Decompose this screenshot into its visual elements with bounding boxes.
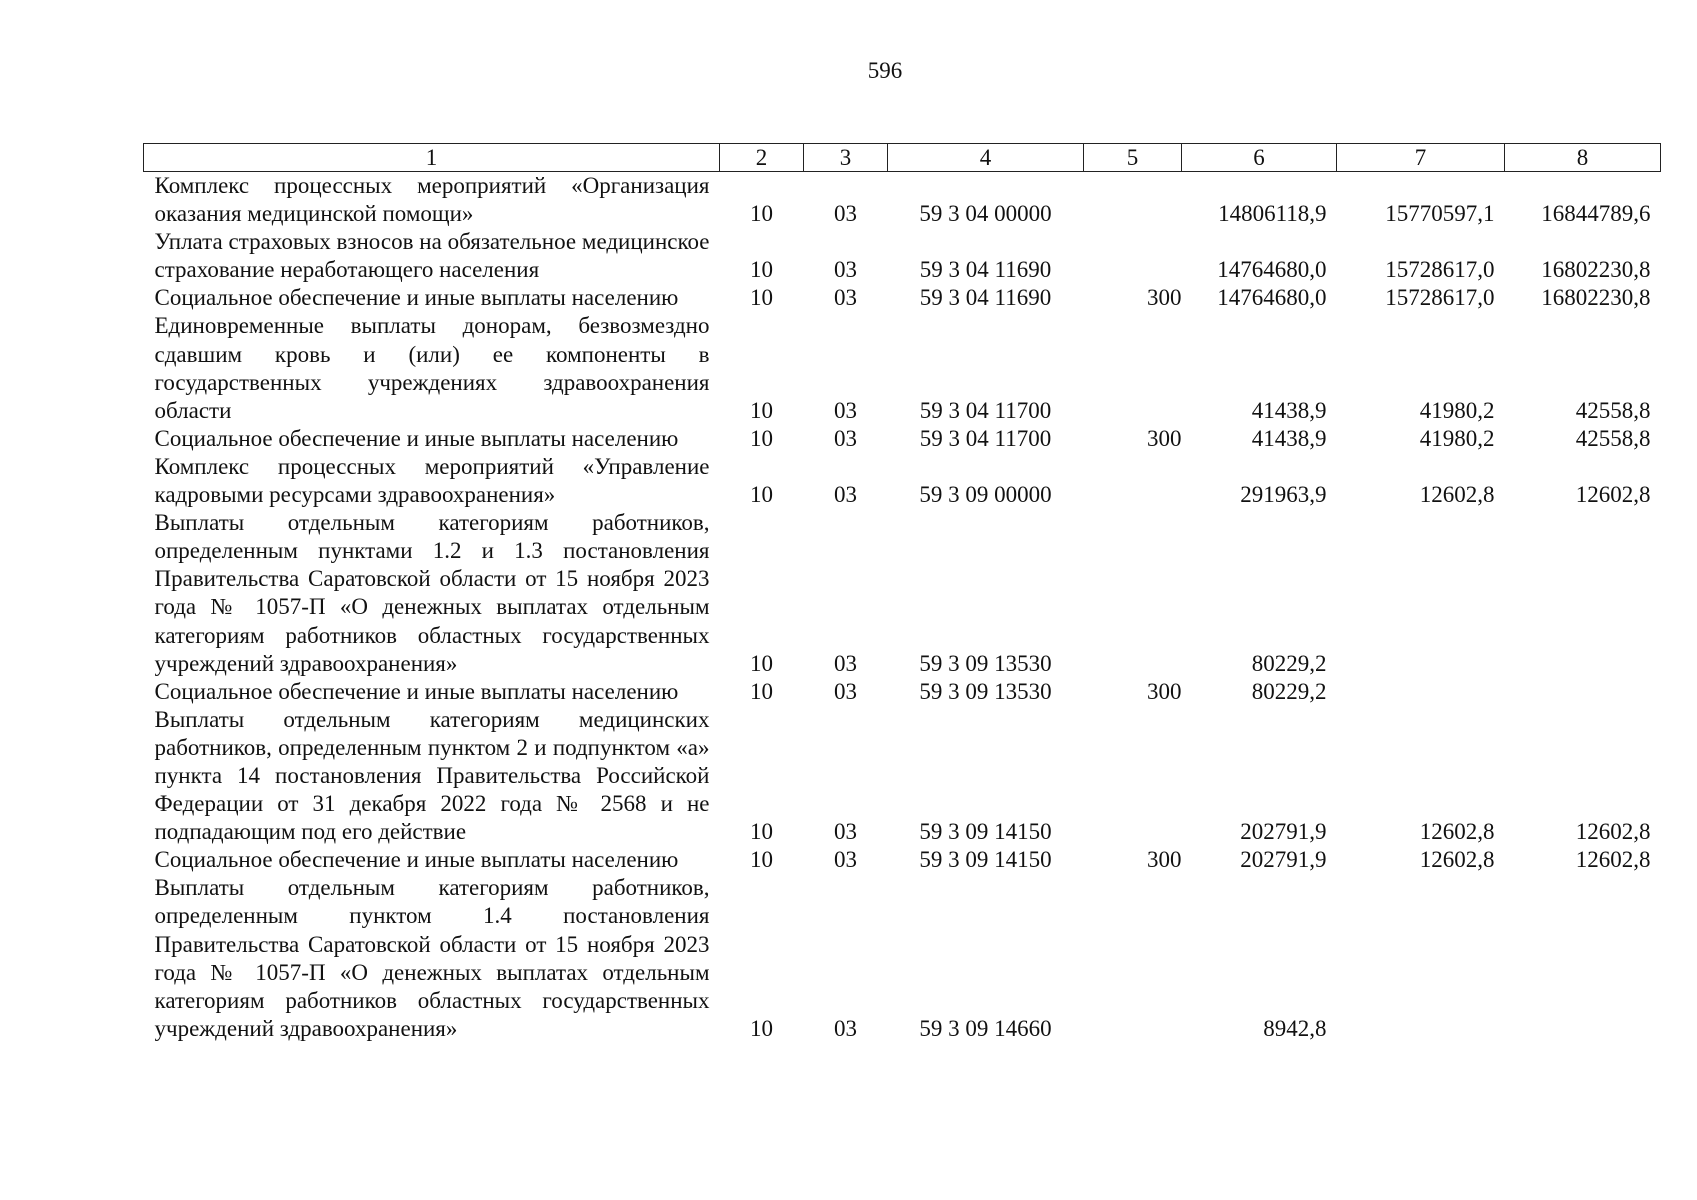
row-name-cell: Уплата страховых взносов на обязательное медицинское страхование неработающего населения [154, 229, 710, 283]
row-name-cell: Выплаты отдельным категориям работников, определенным пунктом 1.4 постановления Правительства Саратовской области от 15 ноября 2023 года № 1057-П «О денежных выплатах отдельным категориям работников областных государственных учреждений здравоохранения» [154, 875, 710, 1041]
column-header-7: 7 [1337, 144, 1505, 172]
section-code-cell: 10 [750, 285, 773, 311]
column-header-3: 3 [804, 144, 888, 172]
section-code-cell: 10 [750, 425, 773, 451]
amount-col6-cell: 8942,8 [1263, 1015, 1327, 1041]
row-name-cell: Социальное обеспечение и иные выплаты населению [154, 285, 679, 311]
section-code-cell: 10 [750, 678, 773, 704]
amount-col8-cell: 16802230,8 [1541, 285, 1651, 311]
target-article-cell: 59 3 09 14150 [919, 847, 1052, 873]
expense-type-cell [1084, 453, 1182, 509]
amount-col6-cell: 41438,9 [1251, 397, 1327, 423]
amount-col6-cell: 14764680,0 [1217, 257, 1327, 283]
amount-col6-cell: 41438,9 [1251, 425, 1327, 451]
column-header-2: 2 [720, 144, 804, 172]
amount-col6-cell: 291963,9 [1240, 482, 1327, 508]
section-code-cell: 10 [750, 847, 773, 873]
subsection-code-cell: 03 [834, 650, 857, 676]
table-row [144, 678, 1661, 706]
amount-col6-cell: 202791,9 [1240, 819, 1327, 845]
amount-col6-cell: 80229,2 [1251, 650, 1327, 676]
target-article-cell: 59 3 09 13530 [919, 678, 1052, 704]
table-body [144, 172, 1661, 1043]
expense-type-cell [1084, 706, 1182, 846]
table-row [144, 706, 1661, 846]
amount-col7-cell: 15728617,0 [1385, 285, 1495, 311]
expense-type-cell: 300 [1147, 425, 1182, 451]
column-header-1: 1 [144, 144, 720, 172]
amount-col6-cell: 14764680,0 [1217, 285, 1327, 311]
table-row [144, 453, 1661, 509]
amount-col7-cell: 41980,2 [1419, 397, 1495, 423]
amount-col7-cell: 12602,8 [1419, 819, 1495, 845]
subsection-code-cell: 03 [834, 397, 857, 423]
target-article-cell: 59 3 04 11690 [919, 285, 1052, 311]
amount-col7-cell: 15770597,1 [1385, 201, 1495, 227]
amount-col7-cell: 12602,8 [1419, 847, 1495, 873]
table-row [144, 846, 1661, 874]
subsection-code-cell: 03 [834, 201, 857, 227]
amount-col8-cell: 42558,8 [1575, 397, 1651, 423]
row-name-cell: Единовременные выплаты донорам, безвозмездно сдавшим кровь и (или) ее компоненты в государственных учреждениях здравоохранения области [154, 313, 710, 423]
amount-col6-cell: 80229,2 [1251, 678, 1327, 704]
amount-col7-cell [1337, 874, 1505, 1043]
amount-col6-cell: 202791,9 [1240, 847, 1327, 873]
column-header-5: 5 [1084, 144, 1182, 172]
amount-col8-cell: 42558,8 [1575, 425, 1651, 451]
table-row [144, 425, 1661, 453]
expense-type-cell [1084, 874, 1182, 1043]
row-name-cell: Выплаты отдельным категориям медицинских работников, определенным пунктом 2 и подпунктом «а» пункта 14 постановления Правительства Российской Федерации от 31 декабря 2022 года № 2568 и не подпадающим под его действие [154, 706, 710, 845]
amount-col8-cell: 12602,8 [1575, 847, 1651, 873]
table-row [144, 172, 1661, 229]
expense-type-cell: 300 [1147, 285, 1182, 311]
amount-col7-cell: 41980,2 [1419, 425, 1495, 451]
row-name-cell: Комплекс процессных мероприятий «Управление кадровыми ресурсами здравоохранения» [154, 453, 710, 508]
target-article-cell: 59 3 04 11700 [919, 397, 1052, 423]
section-code-cell: 10 [750, 482, 773, 508]
amount-col6-cell: 14806118,9 [1218, 201, 1327, 227]
amount-col8-cell [1505, 678, 1661, 706]
target-article-cell: 59 3 09 00000 [919, 482, 1052, 508]
subsection-code-cell: 03 [834, 819, 857, 845]
table-row [144, 228, 1661, 284]
row-name-cell: Социальное обеспечение и иные выплаты населению [154, 678, 679, 704]
header-row [144, 144, 1661, 172]
subsection-code-cell: 03 [834, 482, 857, 508]
amount-col8-cell [1505, 874, 1661, 1043]
expense-type-cell [1084, 312, 1182, 424]
amount-col7-cell [1337, 509, 1505, 678]
table-row [144, 874, 1661, 1043]
table-row [144, 509, 1661, 678]
table-row [144, 284, 1661, 312]
amount-col8-cell: 12602,8 [1575, 819, 1651, 845]
subsection-code-cell: 03 [834, 285, 857, 311]
column-header-4: 4 [888, 144, 1084, 172]
section-code-cell: 10 [750, 257, 773, 283]
row-name-cell: Социальное обеспечение и иные выплаты населению [154, 425, 679, 451]
subsection-code-cell: 03 [834, 1015, 857, 1041]
amount-col8-cell: 16802230,8 [1541, 257, 1651, 283]
subsection-code-cell: 03 [834, 257, 857, 283]
subsection-code-cell: 03 [834, 678, 857, 704]
section-code-cell: 10 [750, 397, 773, 423]
row-name-cell: Комплекс процессных мероприятий «Организация оказания медицинской помощи» [154, 173, 710, 227]
row-name-cell: Выплаты отдельным категориям работников, определенным пунктами 1.2 и 1.3 постановления Правительства Саратовской области от 15 ноября 2023 года № 1057-П «О денежных выплатах отдельным категориям работников областных государственных учреждений здравоохранения» [154, 510, 710, 676]
target-article-cell: 59 3 04 00000 [919, 201, 1052, 227]
row-name-cell: Социальное обеспечение и иные выплаты населению [154, 847, 679, 873]
amount-col7-cell [1337, 678, 1505, 706]
expense-type-cell [1084, 228, 1182, 284]
amount-col7-cell: 12602,8 [1419, 482, 1495, 508]
section-code-cell: 10 [750, 650, 773, 676]
amount-col7-cell: 15728617,0 [1385, 257, 1495, 283]
subsection-code-cell: 03 [834, 425, 857, 451]
page-number: 596 [867, 58, 903, 83]
target-article-cell: 59 3 09 14660 [919, 1015, 1052, 1041]
section-code-cell: 10 [750, 1015, 773, 1041]
target-article-cell: 59 3 09 13530 [919, 650, 1052, 676]
amount-col8-cell: 16844789,6 [1541, 201, 1651, 227]
table-row [144, 312, 1661, 424]
subsection-code-cell: 03 [834, 847, 857, 873]
expense-type-cell: 300 [1147, 847, 1182, 873]
budget-table [143, 143, 1661, 1043]
amount-col8-cell: 12602,8 [1575, 482, 1651, 508]
target-article-cell: 59 3 09 14150 [919, 819, 1052, 845]
target-article-cell: 59 3 04 11700 [919, 425, 1052, 451]
expense-type-cell [1084, 172, 1182, 229]
expense-type-cell: 300 [1147, 678, 1182, 704]
column-header-6: 6 [1182, 144, 1337, 172]
section-code-cell: 10 [750, 819, 773, 845]
amount-col8-cell [1505, 509, 1661, 678]
column-header-8: 8 [1505, 144, 1661, 172]
table-header [144, 144, 1661, 172]
target-article-cell: 59 3 04 11690 [919, 257, 1052, 283]
expense-type-cell [1084, 509, 1182, 678]
section-code-cell: 10 [750, 201, 773, 227]
